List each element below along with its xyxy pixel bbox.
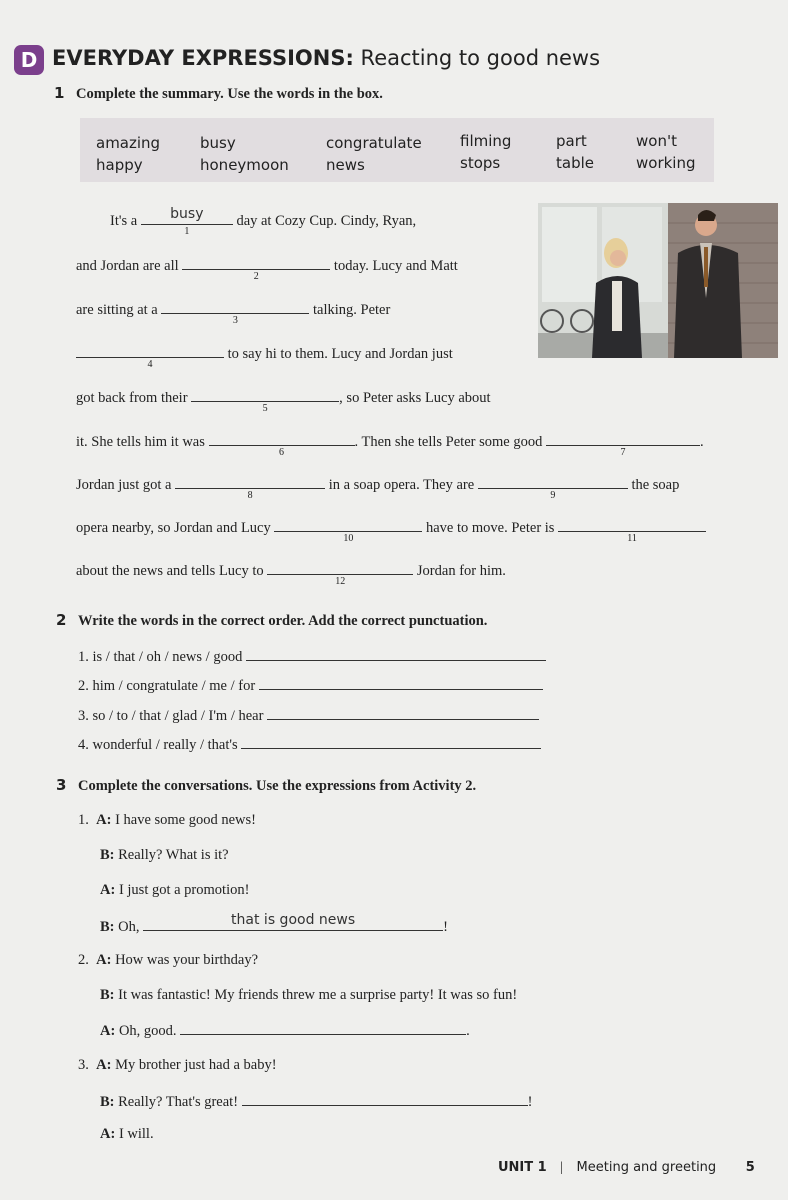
word-box-item: table [556, 154, 594, 172]
activity1-instruction: Complete the summary. Use the words in the box. [76, 86, 383, 102]
speaker-a: A: [96, 812, 112, 828]
conv-number: 3. [78, 1057, 89, 1073]
footer-topic: Meeting and greeting [576, 1160, 717, 1175]
order-item-2 [78, 675, 543, 695]
word-box-item: congratulate [326, 134, 422, 152]
summary-line-4 [76, 343, 453, 370]
order-item-text: 2. him / congratulate / me / for [78, 678, 256, 694]
blank-number: 12 [335, 576, 346, 587]
order-answer-1[interactable] [246, 646, 546, 661]
conv1-answer-blank[interactable] [143, 912, 443, 931]
conv1-b2 [100, 912, 448, 936]
summary-blank-4[interactable] [76, 343, 224, 370]
summary-blank-2[interactable] [182, 255, 330, 282]
conv3-b1 [100, 1091, 533, 1111]
section-badge: D [14, 45, 44, 75]
summary-blank-6[interactable] [209, 431, 355, 458]
blank-number: 11 [627, 533, 637, 544]
summary-line-9 [76, 560, 506, 587]
blank-number: 9 [550, 490, 556, 501]
speaker-a: A: [96, 952, 112, 968]
conv-text: ! [443, 919, 448, 935]
speaker-a: A: [100, 882, 116, 898]
summary-text: . Then she tells Peter some good [354, 434, 543, 450]
summary-line-8 [76, 517, 706, 544]
summary-text: Jordan just got a [76, 477, 172, 493]
activity2-number: 2 [56, 611, 67, 629]
word-box-item: filming [460, 132, 512, 150]
conv2-a1 [78, 952, 258, 969]
summary-line-3 [76, 299, 391, 326]
activity2-instruction: Write the words in the correct order. Add the correct punctuation. [78, 613, 488, 629]
conv1-a2 [100, 882, 249, 899]
conv-text: Really? That's great! [118, 1094, 239, 1110]
conv-text: How was your birthday? [115, 952, 259, 968]
conv3-a1 [78, 1057, 277, 1074]
blank-number: 8 [247, 490, 253, 501]
conv-number: 1. [78, 812, 89, 828]
conv-text: . [466, 1023, 470, 1039]
summary-line-6 [76, 431, 704, 458]
order-item-text: 4. wonderful / really / that's [78, 737, 238, 753]
summary-blank-3[interactable] [161, 299, 309, 326]
activity1-number: 1 [54, 84, 65, 102]
summary-line-5 [76, 387, 491, 414]
section-title [52, 46, 600, 70]
conv-text: My brother just had a baby! [115, 1057, 277, 1073]
speaker-a: A: [96, 1057, 112, 1073]
page-number: 5 [745, 1160, 755, 1175]
summary-text: and Jordan are all [76, 258, 179, 274]
footer-unit: UNIT 1 [498, 1160, 547, 1175]
order-item-text: 1. is / that / oh / news / good [78, 649, 243, 665]
summary-blank-9[interactable] [478, 474, 628, 501]
word-box-item: honeymoon [200, 156, 289, 174]
conv-text: It was fantastic! My friends threw me a surprise party! It was so fun! [118, 987, 518, 1003]
conv2-a2 [100, 1020, 470, 1040]
blank-number: 10 [343, 533, 354, 544]
conv-text: Really? What is it? [118, 847, 229, 863]
word-box-item: amazing [96, 134, 161, 152]
conv-text: Oh, [118, 919, 140, 935]
order-item-3 [78, 705, 539, 725]
conv-text: Oh, good. [118, 1023, 177, 1039]
speaker-a: A: [100, 1126, 116, 1142]
order-item-1 [78, 646, 546, 666]
footer-separator: | [560, 1160, 564, 1175]
summary-blank-5[interactable] [191, 387, 339, 414]
conv-text: ! [527, 1094, 533, 1110]
blank-number: 3 [232, 315, 238, 326]
word-box-item: part [556, 132, 587, 150]
order-answer-4[interactable] [241, 734, 541, 749]
blank-number: 2 [253, 271, 259, 282]
summary-text: it. She tells him it was [76, 434, 205, 450]
footer [498, 1160, 755, 1176]
conv3-answer-blank[interactable] [242, 1091, 528, 1106]
summary-text: in a soap opera. They are [328, 477, 475, 493]
word-box-item: working [636, 154, 696, 172]
word-box-item: news [326, 156, 365, 174]
summary-line-7 [76, 474, 680, 501]
summary-line-2 [76, 255, 458, 282]
summary-text: opera nearby, so Jordan and Lucy [76, 520, 271, 536]
word-box-item: happy [96, 156, 143, 174]
scene-photo-image [538, 203, 778, 358]
activity3-number: 3 [56, 776, 67, 794]
scene-photo [538, 203, 778, 358]
summary-text: got back from their [76, 390, 188, 406]
conv-text: I will. [118, 1126, 154, 1142]
summary-text: Jordan for him. [416, 563, 506, 579]
order-item-text: 3. so / to / that / glad / I'm / hear [78, 708, 264, 724]
speaker-b: B: [100, 847, 115, 863]
conv-number: 2. [78, 952, 89, 968]
blank-number: 1 [184, 226, 190, 237]
speaker-b: B: [100, 987, 115, 1003]
activity3-instruction: Complete the conversations. Use the expressions from Activity 2. [78, 778, 477, 794]
summary-blank-11[interactable] [558, 517, 706, 544]
blank-number: 6 [279, 447, 285, 458]
section-title-bold: EVERYDAY EXPRESSIONS: [52, 46, 354, 70]
summary-text: have to move. Peter is [426, 520, 555, 536]
summary-text: . [699, 434, 704, 450]
speaker-b: B: [100, 919, 115, 935]
summary-text: talking. Peter [312, 302, 391, 318]
section-title-rest: Reacting to good news [353, 46, 601, 70]
summary-blank-1[interactable] [141, 206, 233, 237]
blank-number: 5 [262, 403, 268, 414]
summary-text: about the news and tells Lucy to [76, 563, 264, 579]
conv1-a1 [78, 812, 256, 829]
handwritten-answer: busy [170, 206, 204, 222]
conv2-answer-blank[interactable] [180, 1020, 466, 1035]
summary-text: It's a [110, 213, 138, 229]
summary-text: to say hi to them. Lucy and Jordan just [227, 346, 453, 362]
word-box-item: stops [460, 154, 501, 172]
speaker-a: A: [100, 1023, 116, 1039]
word-box-item: won't [636, 132, 677, 150]
conv-text: I just got a promotion! [118, 882, 250, 898]
blank-number: 4 [147, 359, 153, 370]
conv1-b1 [100, 847, 229, 864]
conv2-b1 [100, 987, 517, 1004]
order-answer-2[interactable] [259, 675, 543, 690]
summary-text: , so Peter asks Lucy about [339, 390, 491, 406]
summary-blank-8[interactable] [175, 474, 325, 501]
summary-text: are sitting at a [76, 302, 158, 318]
summary-blank-10[interactable] [274, 517, 422, 544]
speaker-b: B: [100, 1094, 115, 1110]
summary-text: the soap [631, 477, 680, 493]
order-item-4 [78, 734, 541, 754]
summary-blank-12[interactable] [267, 560, 413, 587]
handwritten-answer: that is good news [231, 912, 356, 928]
word-box-item: busy [200, 134, 236, 152]
conv-text: I have some good news! [115, 812, 256, 828]
summary-text: today. Lucy and Matt [333, 258, 458, 274]
summary-blank-7[interactable] [546, 431, 700, 458]
order-answer-3[interactable] [267, 705, 539, 720]
blank-number: 7 [620, 447, 626, 458]
summary-line-1 [110, 206, 417, 237]
conv3-a2 [100, 1126, 154, 1143]
summary-text: day at Cozy Cup. Cindy, Ryan, [236, 213, 417, 229]
